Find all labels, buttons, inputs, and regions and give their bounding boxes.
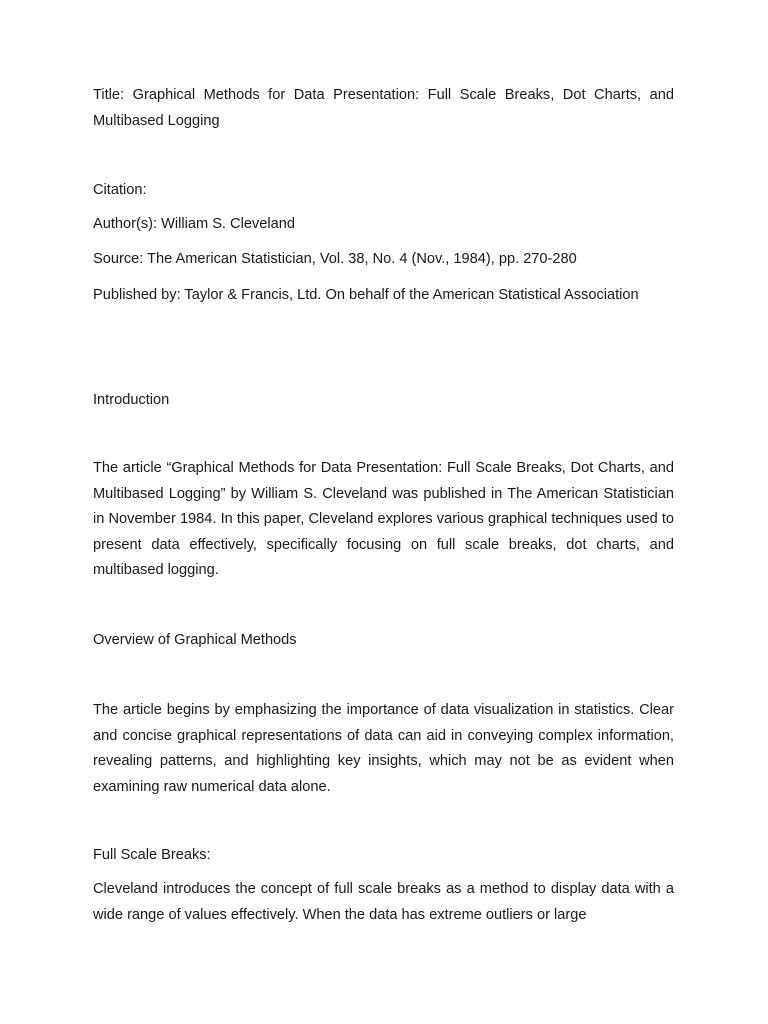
- section-paragraph-introduction: The article “Graphical Methods for Data Presentation: Full Scale Breaks, Dot Charts, and Multibased Logging” by William S. Cleveland was published in The American Statistician in November 1984. In this paper, Cleveland explores various graphical techniques used to present data effectively, specifically focusing on full scale breaks, dot charts, and multibased logging.: [93, 460, 674, 578]
- citation-heading: Citation:: [93, 182, 147, 198]
- section-paragraph-full-scale-breaks: Cleveland introduces the concept of full scale breaks as a method to display data with a wide range of values effectively. When the data has extreme outliers or large: [93, 881, 674, 923]
- section-heading-overview: Overview of Graphical Methods: [93, 632, 297, 648]
- citation-publisher: Published by: Taylor & Francis, Ltd. On behalf of the American Statistical Association: [93, 287, 639, 303]
- citation-source: Source: The American Statistician, Vol. 38, No. 4 (Nov., 1984), pp. 270-280: [93, 251, 577, 267]
- section-paragraph-overview: The article begins by emphasizing the importance of data visualization in statistics. Clear and concise graphical representations of data can aid in conveying complex information, revealing patterns, and highlighting key insights, which may not be as evident when examining raw numerical data alone.: [93, 702, 674, 795]
- citation-authors: Author(s): William S. Cleveland: [93, 216, 295, 232]
- section-heading-full-scale-breaks: Full Scale Breaks:: [93, 847, 211, 863]
- section-heading-introduction: Introduction: [93, 392, 170, 408]
- document-title: Title: Graphical Methods for Data Presentation: Full Scale Breaks, Dot Charts, and Multibased Logging: [93, 87, 674, 129]
